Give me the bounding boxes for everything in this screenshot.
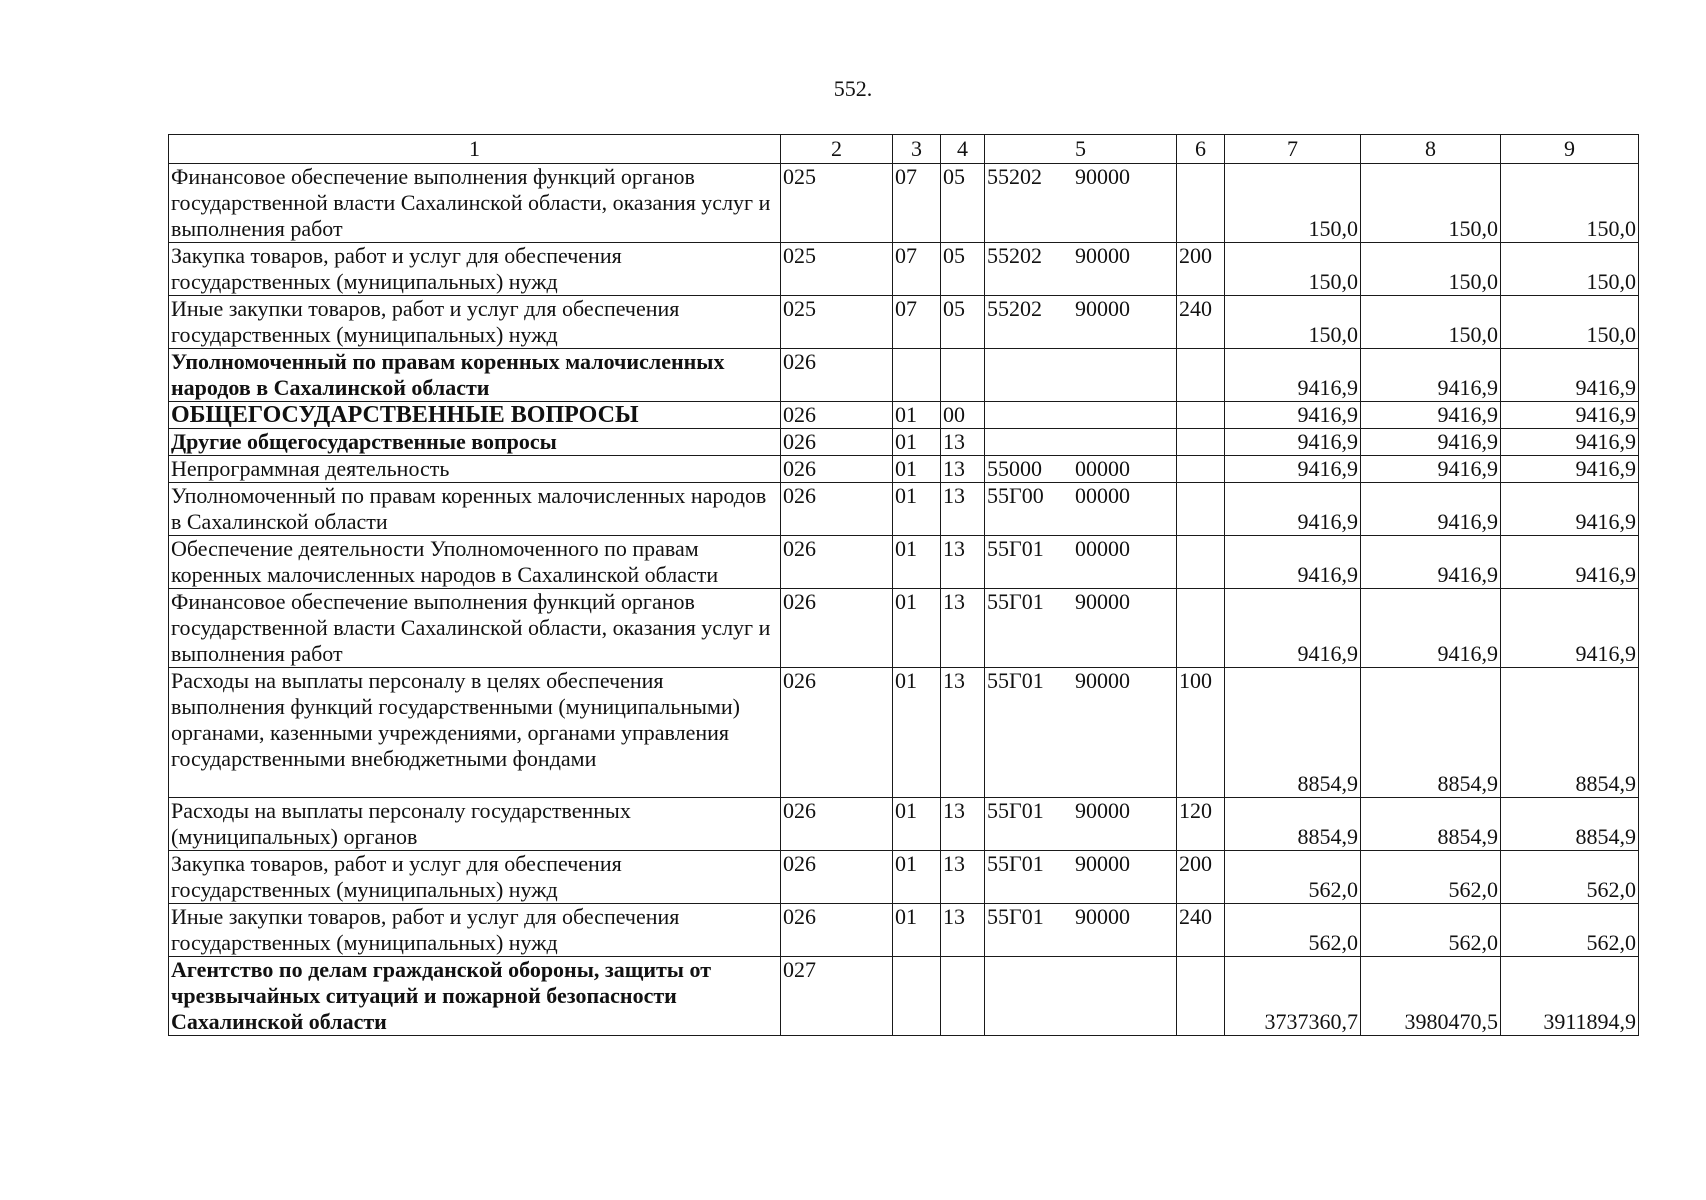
col9-amount-cell: 3911894,9 (1501, 957, 1639, 1036)
col2-code-cell: 025 (781, 296, 893, 349)
col3-section-cell: 01 (893, 798, 941, 851)
col8-amount-cell: 9416,9 (1361, 589, 1501, 668)
col4-subsection-cell: 05 (941, 296, 985, 349)
target-article-part-a: 55Г00 (987, 483, 1044, 508)
table-row (169, 589, 1639, 668)
col9-amount-cell: 562,0 (1501, 851, 1639, 904)
table-row (169, 243, 1639, 296)
col9-amount-cell: 8854,9 (1501, 668, 1639, 798)
col2-code-cell: 026 (781, 536, 893, 589)
target-article-part-a: 55Г01 (987, 851, 1044, 876)
col4-subsection-cell (941, 349, 985, 402)
header-cell-1: 1 (169, 135, 781, 164)
col6-expense-type-cell: 240 (1177, 904, 1225, 957)
target-article-part-b: 90000 (1075, 798, 1130, 823)
col9-amount-cell: 9416,9 (1501, 349, 1639, 402)
col4-subsection-cell: 13 (941, 668, 985, 798)
table-row (169, 456, 1639, 483)
row-name-cell: Другие общегосударственные вопросы (169, 429, 781, 456)
col8-amount-cell: 8854,9 (1361, 668, 1501, 798)
target-article-part-a: 55Г01 (987, 536, 1044, 561)
target-article-part-a: 55202 (987, 164, 1042, 189)
col2-code-cell: 026 (781, 429, 893, 456)
col6-expense-type-cell (1177, 349, 1225, 402)
col3-section-cell: 01 (893, 402, 941, 429)
header-cell-6: 6 (1177, 135, 1225, 164)
target-article-part-a: 55Г01 (987, 668, 1044, 693)
col5-target-article-cell (985, 589, 1177, 668)
col8-amount-cell: 150,0 (1361, 164, 1501, 243)
col8-amount-cell: 9416,9 (1361, 536, 1501, 589)
header-cell-4: 4 (941, 135, 985, 164)
row-name-cell: Иные закупки товаров, работ и услуг для обеспечения государственных (муниципальных) нужд (169, 296, 781, 349)
row-name-cell: Финансовое обеспечение выполнения функций органов государственной власти Сахалинской области, оказания услуг и выполнения работ (169, 164, 781, 243)
col8-amount-cell: 9416,9 (1361, 429, 1501, 456)
header-row (169, 135, 1639, 164)
col3-section-cell: 01 (893, 851, 941, 904)
row-name-cell: Иные закупки товаров, работ и услуг для обеспечения государственных (муниципальных) нужд (169, 904, 781, 957)
row-name-cell: Расходы на выплаты персоналу государственных (муниципальных) органов (169, 798, 781, 851)
col2-code-cell: 026 (781, 456, 893, 483)
table-row (169, 668, 1639, 798)
col2-code-cell: 026 (781, 904, 893, 957)
header-cell-8: 8 (1361, 135, 1501, 164)
target-article-part-b: 00000 (1075, 456, 1130, 481)
col4-subsection-cell: 13 (941, 483, 985, 536)
col7-amount-cell: 150,0 (1225, 164, 1361, 243)
col3-section-cell: 01 (893, 483, 941, 536)
col2-code-cell: 026 (781, 349, 893, 402)
col7-amount-cell: 9416,9 (1225, 483, 1361, 536)
header-cell-5: 5 (985, 135, 1177, 164)
col4-subsection-cell: 13 (941, 456, 985, 483)
col4-subsection-cell: 13 (941, 536, 985, 589)
col6-expense-type-cell: 240 (1177, 296, 1225, 349)
header-cell-3: 3 (893, 135, 941, 164)
col4-subsection-cell: 13 (941, 851, 985, 904)
row-name-cell: Агентство по делам гражданской обороны, защиты от чрезвычайных ситуаций и пожарной безопасности Сахалинской области (169, 957, 781, 1036)
col6-expense-type-cell (1177, 402, 1225, 429)
col6-expense-type-cell (1177, 957, 1225, 1036)
col3-section-cell: 01 (893, 904, 941, 957)
col8-amount-cell: 150,0 (1361, 296, 1501, 349)
table-row (169, 296, 1639, 349)
col9-amount-cell: 8854,9 (1501, 798, 1639, 851)
col6-expense-type-cell (1177, 483, 1225, 536)
page-number: 552. (833, 76, 873, 101)
col8-amount-cell: 9416,9 (1361, 483, 1501, 536)
target-article-part-b: 90000 (1075, 243, 1130, 268)
col7-amount-cell: 9416,9 (1225, 456, 1361, 483)
col6-expense-type-cell (1177, 429, 1225, 456)
col3-section-cell: 01 (893, 429, 941, 456)
row-name-cell: Уполномоченный по правам коренных малочисленных народов в Сахалинской области (169, 483, 781, 536)
col9-amount-cell: 9416,9 (1501, 536, 1639, 589)
col9-amount-cell: 150,0 (1501, 296, 1639, 349)
target-article-part-a: 55202 (987, 243, 1042, 268)
target-article-part-a: 55202 (987, 296, 1042, 321)
col7-amount-cell: 9416,9 (1225, 402, 1361, 429)
col2-code-cell: 025 (781, 243, 893, 296)
col4-subsection-cell: 05 (941, 164, 985, 243)
table-row (169, 483, 1639, 536)
col7-amount-cell: 8854,9 (1225, 798, 1361, 851)
table-row (169, 402, 1639, 429)
table-body (169, 135, 1639, 1036)
target-article-part-b: 90000 (1075, 164, 1130, 189)
col2-code-cell: 026 (781, 668, 893, 798)
col5-target-article-cell (985, 456, 1177, 483)
target-article-part-b: 00000 (1075, 536, 1130, 561)
row-name-cell: Расходы на выплаты персоналу в целях обеспечения выполнения функций государственными (муниципальными) органами, казенными учреждениями, органами управления государственными внебюджетными фондами (169, 668, 781, 798)
row-name-cell: Обеспечение деятельности Уполномоченного по правам коренных малочисленных народов в Сахалинской области (169, 536, 781, 589)
header-cell-7: 7 (1225, 135, 1361, 164)
col5-target-article-cell (985, 483, 1177, 536)
col8-amount-cell: 3980470,5 (1361, 957, 1501, 1036)
col7-amount-cell: 9416,9 (1225, 536, 1361, 589)
col7-amount-cell: 150,0 (1225, 243, 1361, 296)
row-name-cell: Финансовое обеспечение выполнения функций органов государственной власти Сахалинской области, оказания услуг и выполнения работ (169, 589, 781, 668)
table-row (169, 957, 1639, 1036)
col7-amount-cell: 9416,9 (1225, 589, 1361, 668)
col7-amount-cell: 562,0 (1225, 904, 1361, 957)
table-row (169, 429, 1639, 456)
col8-amount-cell: 562,0 (1361, 851, 1501, 904)
col5-target-article-cell (985, 243, 1177, 296)
col2-code-cell: 026 (781, 851, 893, 904)
col6-expense-type-cell (1177, 589, 1225, 668)
row-name-cell: ОБЩЕГОСУДАРСТВЕННЫЕ ВОПРОСЫ (169, 402, 781, 429)
col9-amount-cell: 150,0 (1501, 164, 1639, 243)
header-cell-9: 9 (1501, 135, 1639, 164)
row-name-cell: Непрограммная деятельность (169, 456, 781, 483)
col7-amount-cell: 9416,9 (1225, 429, 1361, 456)
col9-amount-cell: 9416,9 (1501, 483, 1639, 536)
col5-target-article-cell (985, 164, 1177, 243)
col8-amount-cell: 9416,9 (1361, 402, 1501, 429)
col3-section-cell (893, 957, 941, 1036)
col6-expense-type-cell: 200 (1177, 851, 1225, 904)
col5-target-article-cell (985, 296, 1177, 349)
col7-amount-cell: 9416,9 (1225, 349, 1361, 402)
col4-subsection-cell: 13 (941, 589, 985, 668)
col3-section-cell: 01 (893, 456, 941, 483)
col4-subsection-cell: 13 (941, 904, 985, 957)
col3-section-cell: 01 (893, 668, 941, 798)
col2-code-cell: 027 (781, 957, 893, 1036)
col9-amount-cell: 9416,9 (1501, 589, 1639, 668)
col9-amount-cell: 562,0 (1501, 904, 1639, 957)
col8-amount-cell: 8854,9 (1361, 798, 1501, 851)
col7-amount-cell: 562,0 (1225, 851, 1361, 904)
target-article-part-b: 90000 (1075, 668, 1130, 693)
col7-amount-cell: 150,0 (1225, 296, 1361, 349)
table-row (169, 349, 1639, 402)
col2-code-cell: 026 (781, 402, 893, 429)
col5-target-article-cell (985, 349, 1177, 402)
budget-table (168, 134, 1639, 1036)
target-article-part-b: 90000 (1075, 296, 1130, 321)
col4-subsection-cell: 00 (941, 402, 985, 429)
target-article-part-b: 90000 (1075, 904, 1130, 929)
col5-target-article-cell (985, 536, 1177, 589)
target-article-part-b: 90000 (1075, 589, 1130, 614)
col5-target-article-cell (985, 429, 1177, 456)
col5-target-article-cell (985, 904, 1177, 957)
header-cell-2: 2 (781, 135, 893, 164)
col8-amount-cell: 9416,9 (1361, 456, 1501, 483)
col6-expense-type-cell: 120 (1177, 798, 1225, 851)
col5-target-article-cell (985, 668, 1177, 798)
col3-section-cell (893, 349, 941, 402)
target-article-part-a: 55Г01 (987, 589, 1044, 614)
col4-subsection-cell: 13 (941, 798, 985, 851)
col9-amount-cell: 150,0 (1501, 243, 1639, 296)
table-row (169, 904, 1639, 957)
target-article-part-a: 55000 (987, 456, 1042, 481)
col5-target-article-cell (985, 957, 1177, 1036)
col2-code-cell: 026 (781, 798, 893, 851)
col8-amount-cell: 562,0 (1361, 904, 1501, 957)
col7-amount-cell: 8854,9 (1225, 668, 1361, 798)
col9-amount-cell: 9416,9 (1501, 402, 1639, 429)
row-name-cell: Закупка товаров, работ и услуг для обеспечения государственных (муниципальных) нужд (169, 243, 781, 296)
col3-section-cell: 01 (893, 589, 941, 668)
row-name-cell: Закупка товаров, работ и услуг для обеспечения государственных (муниципальных) нужд (169, 851, 781, 904)
col6-expense-type-cell: 100 (1177, 668, 1225, 798)
col2-code-cell: 026 (781, 589, 893, 668)
col9-amount-cell: 9416,9 (1501, 456, 1639, 483)
target-article-part-a: 55Г01 (987, 904, 1044, 929)
table-row (169, 851, 1639, 904)
col4-subsection-cell (941, 957, 985, 1036)
col3-section-cell: 07 (893, 164, 941, 243)
col2-code-cell: 025 (781, 164, 893, 243)
col3-section-cell: 07 (893, 243, 941, 296)
col5-target-article-cell (985, 402, 1177, 429)
table-row (169, 536, 1639, 589)
col6-expense-type-cell (1177, 536, 1225, 589)
col9-amount-cell: 9416,9 (1501, 429, 1639, 456)
table-row (169, 164, 1639, 243)
target-article-part-a: 55Г01 (987, 798, 1044, 823)
col6-expense-type-cell (1177, 456, 1225, 483)
col8-amount-cell: 9416,9 (1361, 349, 1501, 402)
col6-expense-type-cell (1177, 164, 1225, 243)
target-article-part-b: 00000 (1075, 483, 1130, 508)
col3-section-cell: 07 (893, 296, 941, 349)
row-name-cell: Уполномоченный по правам коренных малочисленных народов в Сахалинской области (169, 349, 781, 402)
col5-target-article-cell (985, 851, 1177, 904)
table-row (169, 798, 1639, 851)
col6-expense-type-cell: 200 (1177, 243, 1225, 296)
col8-amount-cell: 150,0 (1361, 243, 1501, 296)
col3-section-cell: 01 (893, 536, 941, 589)
col4-subsection-cell: 13 (941, 429, 985, 456)
col2-code-cell: 026 (781, 483, 893, 536)
col4-subsection-cell: 05 (941, 243, 985, 296)
target-article-part-b: 90000 (1075, 851, 1130, 876)
col5-target-article-cell (985, 798, 1177, 851)
col7-amount-cell: 3737360,7 (1225, 957, 1361, 1036)
